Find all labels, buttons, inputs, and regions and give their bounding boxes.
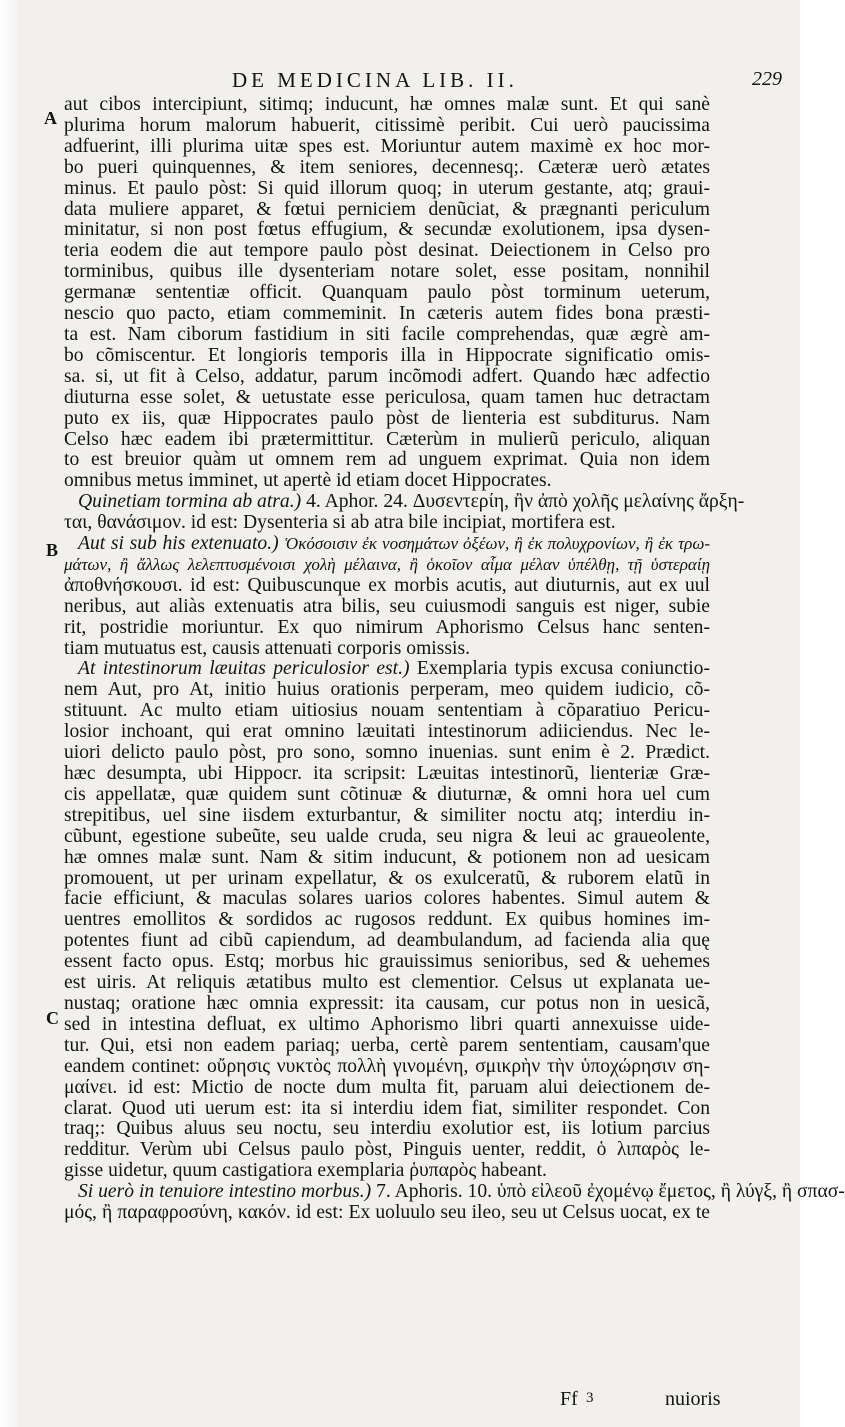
- citation-line: stituunt. Ac multo etiam uitiosius nouam sententiam à cõparatiuo Pericu-: [64, 700, 710, 722]
- citation-line: hæ omnes malæ sunt. Nam & sitim inducunt, & potionem non ad uesicam: [64, 846, 710, 868]
- citation-line: est uiris. At reliquis ætatibus multo est clementior. Celsus ut explanata ue-: [64, 972, 710, 994]
- citation-line: tur. Qui, etsi non eadem pariaq; uerba, certè parem sententiam, causam'que: [64, 1034, 710, 1056]
- citation-text: 7. Aphoris. 10. ὑπὸ εἰλεοῦ ἐχομένῳ ἔμετος, ἢ λύγξ, ἢ σπασ-: [376, 1181, 845, 1203]
- running-title: DE MEDICINA LIB. II.: [232, 68, 518, 92]
- text-line: teria eodem die aut tempore paulo pòst desinat. Deiectionem in Celso pro: [64, 240, 710, 262]
- text-line: bo pueri quinquennes, & item seniores, decennesq;. Cæteræ uerò ætates: [64, 156, 710, 178]
- citation-line: cis appellatæ, quæ quidem sunt cõtinuæ & diuturnæ, & omni hora uel cum: [64, 783, 710, 805]
- citation-line: traq;: Quibus aluus seu noctu, seu interdiu exolutior est, iis lotium parcius: [64, 1118, 710, 1140]
- text-line: data muliere apparet, & fœtui perniciem denũciat, & prægnanti periculum: [64, 198, 710, 220]
- text-line: Celso hæc eadem ibi prætermittitur. Cæterùm in mulierũ periculo, aliquan: [64, 428, 710, 450]
- citation-line: μός, ἢ παραφροσύνη, κακόν. id est: Ex uoluulo seu ileo, seu ut Celsus uocat, ex te: [64, 1202, 710, 1224]
- body-text: [64, 94, 845, 1224]
- text-line: aut cibos intercipiunt, sitimq; inducunt, hæ omnes malæ sunt. Et qui sanè: [64, 94, 710, 115]
- catchword: nuioris: [665, 1388, 721, 1410]
- greek-text: Ὁκόσοισιν ἐκ νοσημάτων ὀξέων, ἢ ἐκ πολυχρονίων, ἢ ἐκ τρω-: [284, 534, 710, 554]
- text-line: minitatur, si non post fœtus effugium, & secundæ exolutionem, ipsa dysen-: [64, 219, 710, 241]
- citation-line: losior inchoant, qui erat omnino læuitati intestinorum adiiciendus. Nec le-: [64, 721, 710, 743]
- citation-line: uiori delicto paulo pòst, pro sono, somno inuenias. sunt enim è 2. Prædict.: [64, 742, 710, 764]
- margin-letter-b: B: [46, 540, 59, 560]
- text-line: sa. si, ut fit à Celso, addatur, parum incõmodi adfert. Quando hæc adfectio: [64, 365, 710, 387]
- citation-line: redditur. Verùm ubi Celsus paulo pòst, Pinguis uenter, reddit, ὁ λιπαρὸς le-: [64, 1139, 710, 1161]
- citation-line: gisse uidetur, quum castigatiora exemplaria ῥυπαρὸς habeant.: [64, 1160, 547, 1182]
- text-line: diuturna esse solet, & uetustate esse periculosa, quam tamen huc detractam: [64, 386, 710, 408]
- citation-line: potentes fiunt ad cibũ capiendum, ad deambulandum, ad facienda alia quę: [64, 930, 710, 952]
- text-line: bo cõmiscentur. Et longioris temporis illa in Hippocrate significatio omis-: [64, 344, 710, 366]
- text-line: omnibus metus imminet, ut apertè id etiam docet Hippocrates.: [64, 470, 552, 492]
- text-line: nescio quo pacto, etiam commeminit. In cæteris autem fides bona præsti-: [64, 303, 710, 325]
- text-line: minus. Et paulo pòst: Si quid illorum quoq; in uterum gestante, atq; graui-: [64, 177, 710, 199]
- citation-line: [64, 659, 710, 680]
- margin-letter-a: A: [44, 108, 57, 128]
- citation-line: [64, 534, 710, 555]
- citation-line: nustaq; oratione hæc omnia expressit: ita causam, cur potus non in uesicã,: [64, 992, 710, 1014]
- citation-line: hæc desumpta, ubi Hippocr. ita scripsit: Læuitas intestinorũ, lienteriæ Græ-: [64, 763, 710, 784]
- margin-letter-c: C: [46, 1008, 59, 1028]
- citation-line: eandem continet: οὔρησις νυκτὸς πολλὴ γινομένη, σμικρὴν τὴν ὑποχώρησιν ση-: [64, 1055, 710, 1077]
- page-number: 229: [752, 68, 782, 90]
- citation-line: ται, θανάσιμον. id est: Dysenteria si ab atra bile incipiat, mortifera est.: [64, 512, 616, 534]
- citation-line: promouent, ut per urinam expellatur, & os exulceratũ, & ruborem elatũ in: [64, 867, 710, 889]
- citation-line: tiam mutuatus est, causis attenuati corporis omissis.: [64, 637, 470, 659]
- citation-line: μαίνει. id est: Mictio de nocte dum multa fit, paruam alui deiectionem de-: [64, 1076, 710, 1098]
- citation-text: 4. Aphor. 24. Δυσεντερίη, ἢν ἀπὸ χολῆς μελαίνης ἄρξη-: [306, 491, 745, 513]
- citation-line: essent facto opus. Estq; morbus hic grauissimus senioribus, sed & uehemes: [64, 951, 710, 973]
- citation-line: clarat. Quod uti uerum est: ita si interdiu idem fiat, similiter respondet. Con: [64, 1097, 710, 1119]
- text-line: torminibus, quibus ille dysenteriam notare solet, esse positam, nonnihil: [64, 261, 710, 283]
- citation-line: neribus, aut aliàs extenuatis atra bilis, seu cuiusmodi sanguis est niger, subie: [64, 595, 710, 617]
- citation-lemma: Aut si sub his extenuato.): [78, 533, 279, 555]
- text-line: germanæ sententiæ officit. Quanquam paulo pòst torminum ueterum,: [64, 282, 710, 304]
- citation-line: cũbunt, egestione subeũte, seu ualde cruda, seu nigra & leui ac graueolente,: [64, 825, 710, 847]
- citation-line: sed in intestina defluat, ex ultimo Aphorismo libri quarti annexuisse uide-: [64, 1013, 710, 1035]
- citation-line: rit, postridie moriuntur. Ex quo nimirum Aphorismo Celsus hanc senten-: [64, 616, 710, 638]
- citation-line: uentres emollitos & sordidos ac rugosos reddunt. Ex quibus homines im-: [64, 909, 710, 931]
- page-gutter-shadow: [0, 0, 22, 1427]
- signature-mark: Ff: [560, 1388, 578, 1410]
- text-line: plurima horum malorum habuerit, citissimè peribit. Cui uerò paucissima: [64, 114, 710, 136]
- text-line: adfuerint, illi plurima uitæ spes est. Moriuntur autem maximè ex hoc mor-: [64, 135, 710, 157]
- citation-line: ἀποθνήσκουσι. id est: Quibuscunque ex morbis acutis, aut diuturnis, aut ex uul: [64, 574, 710, 596]
- citation-line: nem Aut, pro At, initio huius orationis perperam, meo quidem iudicio, cõ-: [64, 679, 710, 701]
- citation-lemma: Si uerò in tenuiore intestino morbus.): [78, 1181, 372, 1203]
- text-line: puto ex iis, quæ Hippocrates paulo pòst de lienteria est subditurus. Nam: [64, 407, 710, 429]
- greek-line: μάτων, ἢ ἄλλως λελεπτυσμένοισι χολὴ μέλαινα, ἢ ὁκοῖον αἷμα μέλαν ὑπέλθῃ, τῇ ὑστεραίῃ: [64, 554, 710, 574]
- citation-lemma: Quinetiam tormina ab atra.): [78, 491, 302, 513]
- citation-lemma: At intestinorum læuitas periculosior est.): [78, 658, 410, 680]
- citation-line: facie efficiunt, & maculas solares uarios colores habentes. Simul autem &: [64, 888, 710, 910]
- signature-number: 3: [586, 1390, 594, 1406]
- citation-line: [64, 1181, 845, 1203]
- citation-line: [64, 491, 745, 513]
- citation-line: strepitibus, uel sine iisdem exturbantur, & similiter noctu atq; interdiu in-: [64, 804, 710, 826]
- text-line: ta est. Nam ciborum fastidium in siti facile comprehendas, quæ ægrè am-: [64, 323, 710, 345]
- citation-text: Exemplaria typis excusa coniunctio-: [416, 658, 710, 680]
- text-line: to est breuior quàm ut omnem rem ad unguem exprimat. Quia non idem: [64, 449, 710, 471]
